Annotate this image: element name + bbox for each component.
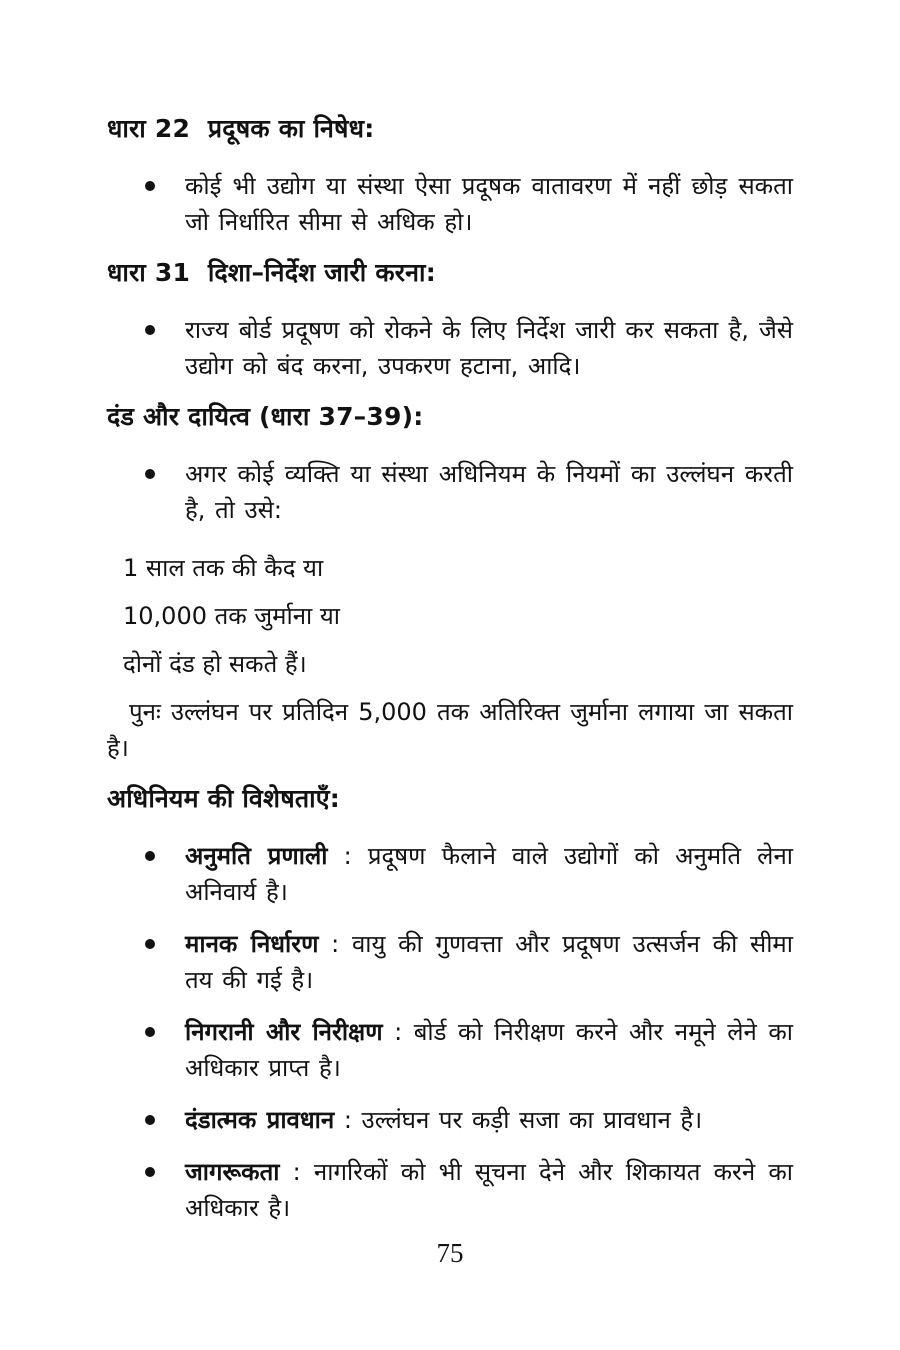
bullet-text — [185, 838, 793, 910]
bullet-icon — [145, 1154, 185, 1226]
section-heading-dhara-31: धारा 31 दिशा–निर्देश जारी करना: — [107, 258, 436, 287]
bullet-text — [185, 1014, 793, 1086]
bullet-item — [107, 838, 793, 910]
bullet-icon — [145, 926, 185, 998]
section-heading-dand-dayitva: दंड और दायित्व (धारा 37–39): — [107, 402, 424, 431]
bullet-icon — [145, 838, 185, 910]
bullet-text: अगर कोई व्यक्ति या संस्था अधिनियम के नियमों का उल्लंघन करती है, तो उसे: — [185, 460, 793, 524]
bullet-icon — [145, 1102, 185, 1138]
bullet-lead: निगरानी और निरीक्षण — [185, 1018, 383, 1046]
page-number: 75 — [436, 1238, 464, 1268]
bullet-icon — [145, 456, 185, 528]
bullet-separator: : — [382, 1018, 414, 1046]
bullet-icon — [145, 1014, 185, 1086]
bullet-body: बोर्ड को निरीक्षण करने और नमूने लेने का अधिकार प्राप्त है। — [185, 1018, 794, 1082]
bullet-icon — [145, 168, 185, 240]
bullet-separator: : — [279, 1158, 314, 1186]
bullet-lead: जागरूकता — [185, 1158, 280, 1186]
bullet-item — [107, 168, 793, 240]
bullet-text: राज्य बोर्ड प्रदूषण को रोकने के लिए निर्देश जारी कर सकता है, जैसे उद्योग को बंद करना, उपकरण हटाना, आदि। — [185, 316, 793, 380]
penalty-line: दोनों दंड हो सकते हैं। — [123, 650, 307, 678]
bullet-text — [185, 1102, 793, 1138]
bullet-separator: : — [334, 1106, 362, 1134]
section-heading-visheshtayen: अधिनियम की विशेषताएँ: — [107, 784, 341, 813]
bullet-item — [107, 1102, 793, 1138]
bullet-text: कोई भी उद्योग या संस्था ऐसा प्रदूषक वातावरण में नहीं छोड़ सकता जो निर्धारित सीमा से अधिक हो। — [185, 172, 793, 236]
bullet-lead: दंडात्मक प्रावधान — [185, 1106, 335, 1134]
bullet-text — [185, 926, 793, 998]
repeat-violation-paragraph: पुनः उल्लंघन पर प्रतिदिन 5,000 तक अतिरिक्त जुर्माना लगाया जा सकता है। — [107, 698, 793, 762]
bullet-item — [107, 312, 793, 384]
text-column — [107, 112, 793, 1242]
bullet-lead: मानक निर्धारण — [185, 930, 319, 958]
section-heading-dhara-22: धारा 22 प्रदूषक का निषेध: — [107, 114, 375, 143]
bullet-item — [107, 926, 793, 998]
bullet-body: प्रदूषण फैलाने वाले उद्योगों को अनुमति लेना अनिवार्य है। — [185, 842, 793, 906]
bullet-item — [107, 1014, 793, 1086]
bullet-text — [185, 1154, 793, 1226]
bullet-lead: अनुमति प्रणाली — [185, 842, 328, 870]
penalty-line: 10,000 तक जुर्माना या — [123, 602, 341, 630]
bullet-body: उल्लंघन पर कड़ी सजा का प्रावधान है। — [361, 1106, 703, 1134]
penalty-line: 1 साल तक की कैद या — [123, 554, 324, 582]
bullet-icon — [145, 312, 185, 384]
bullet-separator: : — [318, 930, 352, 958]
bullet-body: वायु की गुणवत्ता और प्रदूषण उत्सर्जन की सीमा तय की गई है। — [185, 930, 794, 994]
bullet-item — [107, 1154, 793, 1226]
bullet-separator: : — [327, 842, 368, 870]
bullet-item — [107, 456, 793, 528]
bullet-body: नागरिकों को भी सूचना देने और शिकायत करने का अधिकार है। — [185, 1158, 793, 1222]
